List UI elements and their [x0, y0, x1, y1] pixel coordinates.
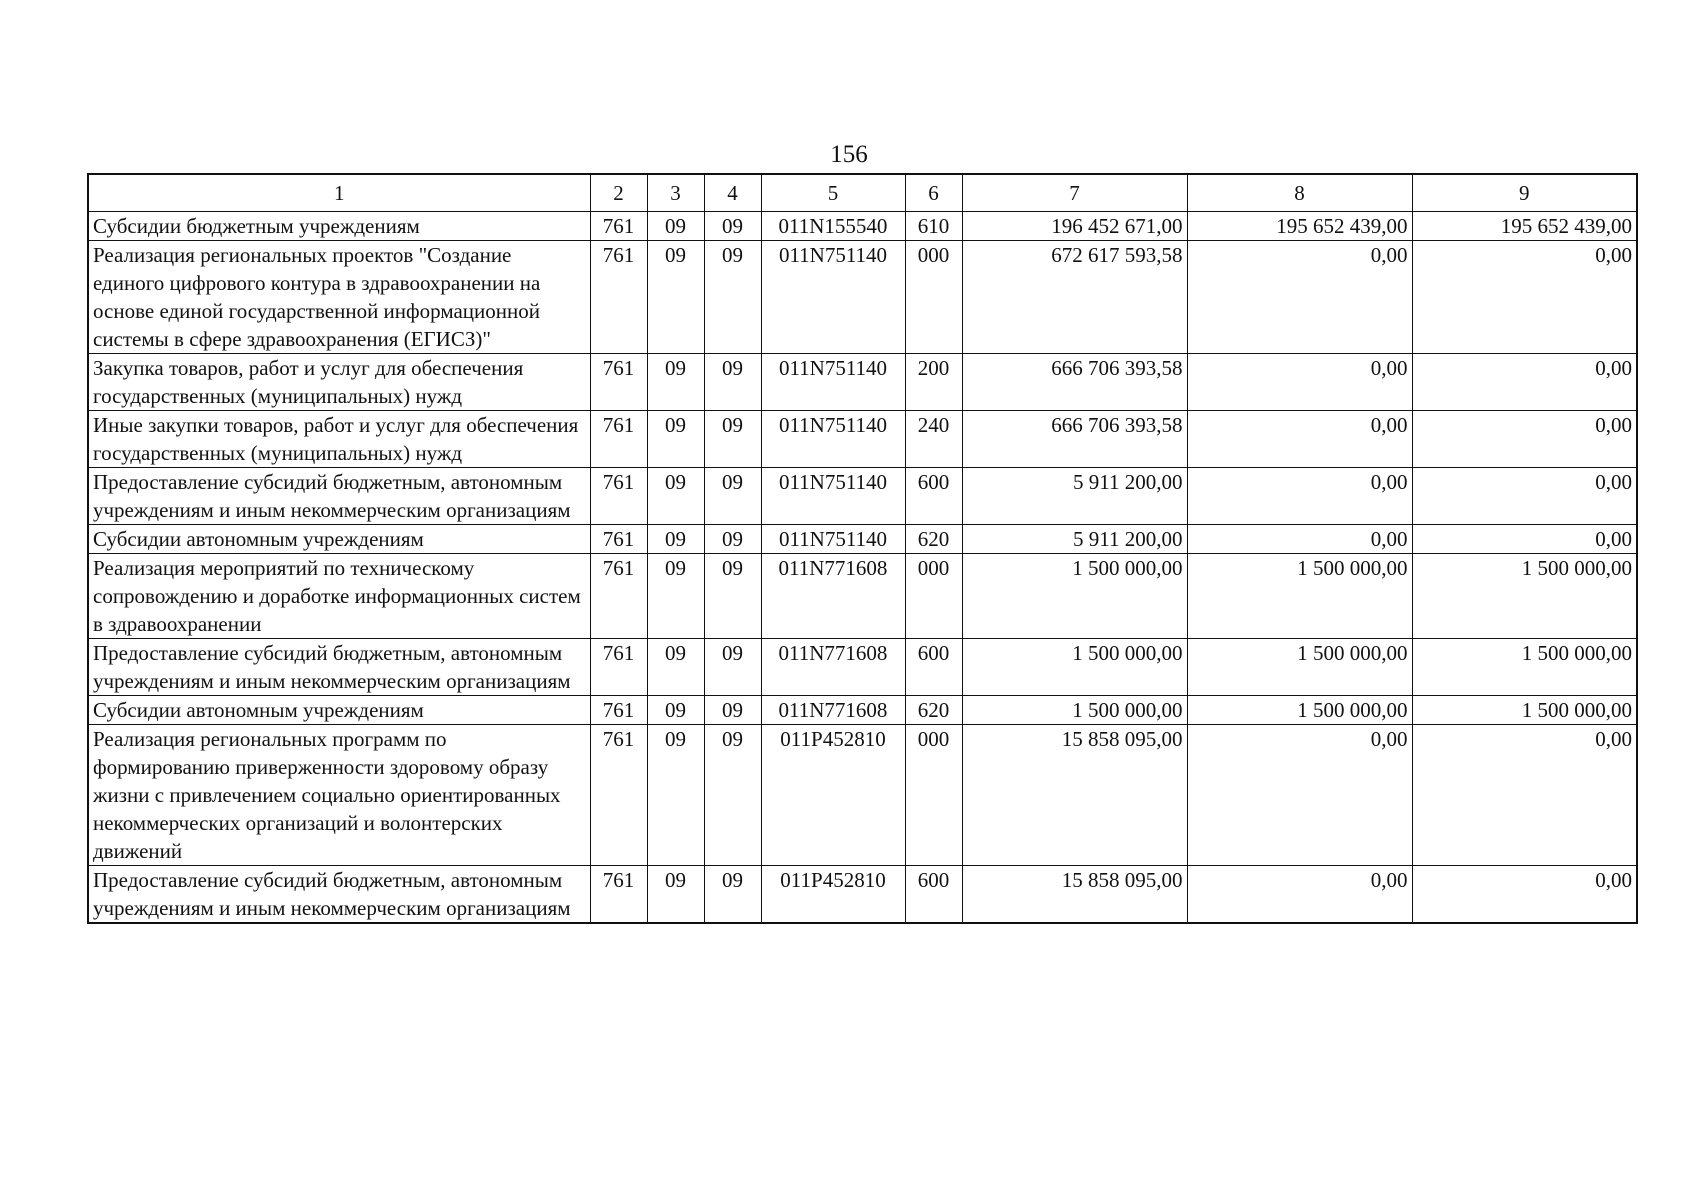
expense-type: 620 — [905, 696, 962, 725]
row-name: Субсидии бюджетным учреждениям — [88, 212, 590, 241]
subsection-code: 09 — [704, 525, 761, 554]
amount-year-3: 0,00 — [1412, 354, 1637, 411]
subsection-code: 09 — [704, 468, 761, 525]
row-name: Реализация мероприятий по техническому сопровождению и доработке информационных систем в здравоохранении — [88, 554, 590, 639]
target-article: 011N771608 — [761, 554, 905, 639]
row-name: Субсидии автономным учреждениям — [88, 525, 590, 554]
section-code: 09 — [647, 639, 704, 696]
row-name: Субсидии автономным учреждениям — [88, 696, 590, 725]
amount-year-2: 0,00 — [1187, 411, 1412, 468]
amount-year-3: 195 652 439,00 — [1412, 212, 1637, 241]
amount-year-3: 0,00 — [1412, 725, 1637, 866]
amount-year-1: 196 452 671,00 — [962, 212, 1187, 241]
target-article: 011N771608 — [761, 639, 905, 696]
expense-type: 620 — [905, 525, 962, 554]
expense-type: 600 — [905, 468, 962, 525]
row-name: Предоставление субсидий бюджетным, автономным учреждениям и иным некоммерческим организациям — [88, 866, 590, 924]
table-row — [88, 241, 1637, 354]
admin-code: 761 — [590, 725, 647, 866]
subsection-code: 09 — [704, 696, 761, 725]
column-header: 1 — [88, 174, 590, 212]
row-name: Предоставление субсидий бюджетным, автономным учреждениям и иным некоммерческим организациям — [88, 639, 590, 696]
amount-year-3: 0,00 — [1412, 411, 1637, 468]
row-name: Реализация региональных проектов "Создание единого цифрового контура в здравоохранении на основе единой государственной информационной системы в сфере здравоохранения (ЕГИСЗ)" — [88, 241, 590, 354]
admin-code: 761 — [590, 468, 647, 525]
expense-type: 200 — [905, 354, 962, 411]
section-code: 09 — [647, 241, 704, 354]
header-row — [88, 174, 1637, 212]
expense-type: 240 — [905, 411, 962, 468]
table-row — [88, 866, 1637, 924]
subsection-code: 09 — [704, 212, 761, 241]
amount-year-2: 195 652 439,00 — [1187, 212, 1412, 241]
target-article: 011N751140 — [761, 468, 905, 525]
admin-code: 761 — [590, 866, 647, 924]
amount-year-1: 1 500 000,00 — [962, 639, 1187, 696]
amount-year-1: 672 617 593,58 — [962, 241, 1187, 354]
subsection-code: 09 — [704, 639, 761, 696]
amount-year-1: 666 706 393,58 — [962, 354, 1187, 411]
section-code: 09 — [647, 468, 704, 525]
amount-year-1: 666 706 393,58 — [962, 411, 1187, 468]
admin-code: 761 — [590, 354, 647, 411]
expense-type: 000 — [905, 554, 962, 639]
amount-year-2: 0,00 — [1187, 468, 1412, 525]
table-row — [88, 212, 1637, 241]
target-article: 011N751140 — [761, 354, 905, 411]
admin-code: 761 — [590, 639, 647, 696]
row-name: Закупка товаров, работ и услуг для обеспечения государственных (муниципальных) нужд — [88, 354, 590, 411]
column-header: 2 — [590, 174, 647, 212]
table-row — [88, 696, 1637, 725]
expense-type: 600 — [905, 639, 962, 696]
amount-year-3: 1 500 000,00 — [1412, 696, 1637, 725]
subsection-code: 09 — [704, 411, 761, 468]
column-header: 7 — [962, 174, 1187, 212]
table-row — [88, 639, 1637, 696]
section-code: 09 — [647, 212, 704, 241]
section-code: 09 — [647, 525, 704, 554]
row-name: Иные закупки товаров, работ и услуг для обеспечения государственных (муниципальных) нужд — [88, 411, 590, 468]
admin-code: 761 — [590, 696, 647, 725]
amount-year-2: 0,00 — [1187, 354, 1412, 411]
subsection-code: 09 — [704, 554, 761, 639]
amount-year-2: 0,00 — [1187, 241, 1412, 354]
target-article: 011N155540 — [761, 212, 905, 241]
page-number: 156 — [830, 141, 868, 168]
admin-code: 761 — [590, 554, 647, 639]
table-row — [88, 468, 1637, 525]
amount-year-1: 1 500 000,00 — [962, 554, 1187, 639]
amount-year-2: 0,00 — [1187, 725, 1412, 866]
table-row — [88, 554, 1637, 639]
amount-year-3: 1 500 000,00 — [1412, 639, 1637, 696]
amount-year-3: 0,00 — [1412, 866, 1637, 924]
target-article: 011P452810 — [761, 866, 905, 924]
amount-year-3: 0,00 — [1412, 241, 1637, 354]
section-code: 09 — [647, 354, 704, 411]
column-header: 6 — [905, 174, 962, 212]
subsection-code: 09 — [704, 241, 761, 354]
admin-code: 761 — [590, 241, 647, 354]
table-row — [88, 411, 1637, 468]
amount-year-1: 15 858 095,00 — [962, 725, 1187, 866]
target-article: 011N771608 — [761, 696, 905, 725]
column-header: 9 — [1412, 174, 1637, 212]
amount-year-1: 5 911 200,00 — [962, 468, 1187, 525]
row-name: Предоставление субсидий бюджетным, автономным учреждениям и иным некоммерческим организациям — [88, 468, 590, 525]
section-code: 09 — [647, 725, 704, 866]
amount-year-1: 5 911 200,00 — [962, 525, 1187, 554]
amount-year-1: 1 500 000,00 — [962, 696, 1187, 725]
target-article: 011N751140 — [761, 241, 905, 354]
subsection-code: 09 — [704, 725, 761, 866]
subsection-code: 09 — [704, 354, 761, 411]
table-row — [88, 525, 1637, 554]
amount-year-2: 0,00 — [1187, 525, 1412, 554]
expense-type: 610 — [905, 212, 962, 241]
column-header: 4 — [704, 174, 761, 212]
amount-year-1: 15 858 095,00 — [962, 866, 1187, 924]
budget-table — [87, 173, 1638, 924]
admin-code: 761 — [590, 411, 647, 468]
subsection-code: 09 — [704, 866, 761, 924]
section-code: 09 — [647, 554, 704, 639]
amount-year-2: 0,00 — [1187, 866, 1412, 924]
row-name: Реализация региональных программ по формированию приверженности здоровому образу жизни с привлечением социально ориентированных некоммерческих организаций и волонтерских движений — [88, 725, 590, 866]
admin-code: 761 — [590, 525, 647, 554]
section-code: 09 — [647, 411, 704, 468]
target-article: 011N751140 — [761, 525, 905, 554]
amount-year-3: 1 500 000,00 — [1412, 554, 1637, 639]
table-row — [88, 725, 1637, 866]
amount-year-2: 1 500 000,00 — [1187, 696, 1412, 725]
target-article: 011P452810 — [761, 725, 905, 866]
expense-type: 600 — [905, 866, 962, 924]
expense-type: 000 — [905, 241, 962, 354]
column-header: 5 — [761, 174, 905, 212]
amount-year-2: 1 500 000,00 — [1187, 554, 1412, 639]
section-code: 09 — [647, 696, 704, 725]
column-header: 3 — [647, 174, 704, 212]
table-body — [88, 212, 1637, 924]
amount-year-2: 1 500 000,00 — [1187, 639, 1412, 696]
section-code: 09 — [647, 866, 704, 924]
amount-year-3: 0,00 — [1412, 525, 1637, 554]
table-row — [88, 354, 1637, 411]
column-header: 8 — [1187, 174, 1412, 212]
admin-code: 761 — [590, 212, 647, 241]
amount-year-3: 0,00 — [1412, 468, 1637, 525]
target-article: 011N751140 — [761, 411, 905, 468]
expense-type: 000 — [905, 725, 962, 866]
